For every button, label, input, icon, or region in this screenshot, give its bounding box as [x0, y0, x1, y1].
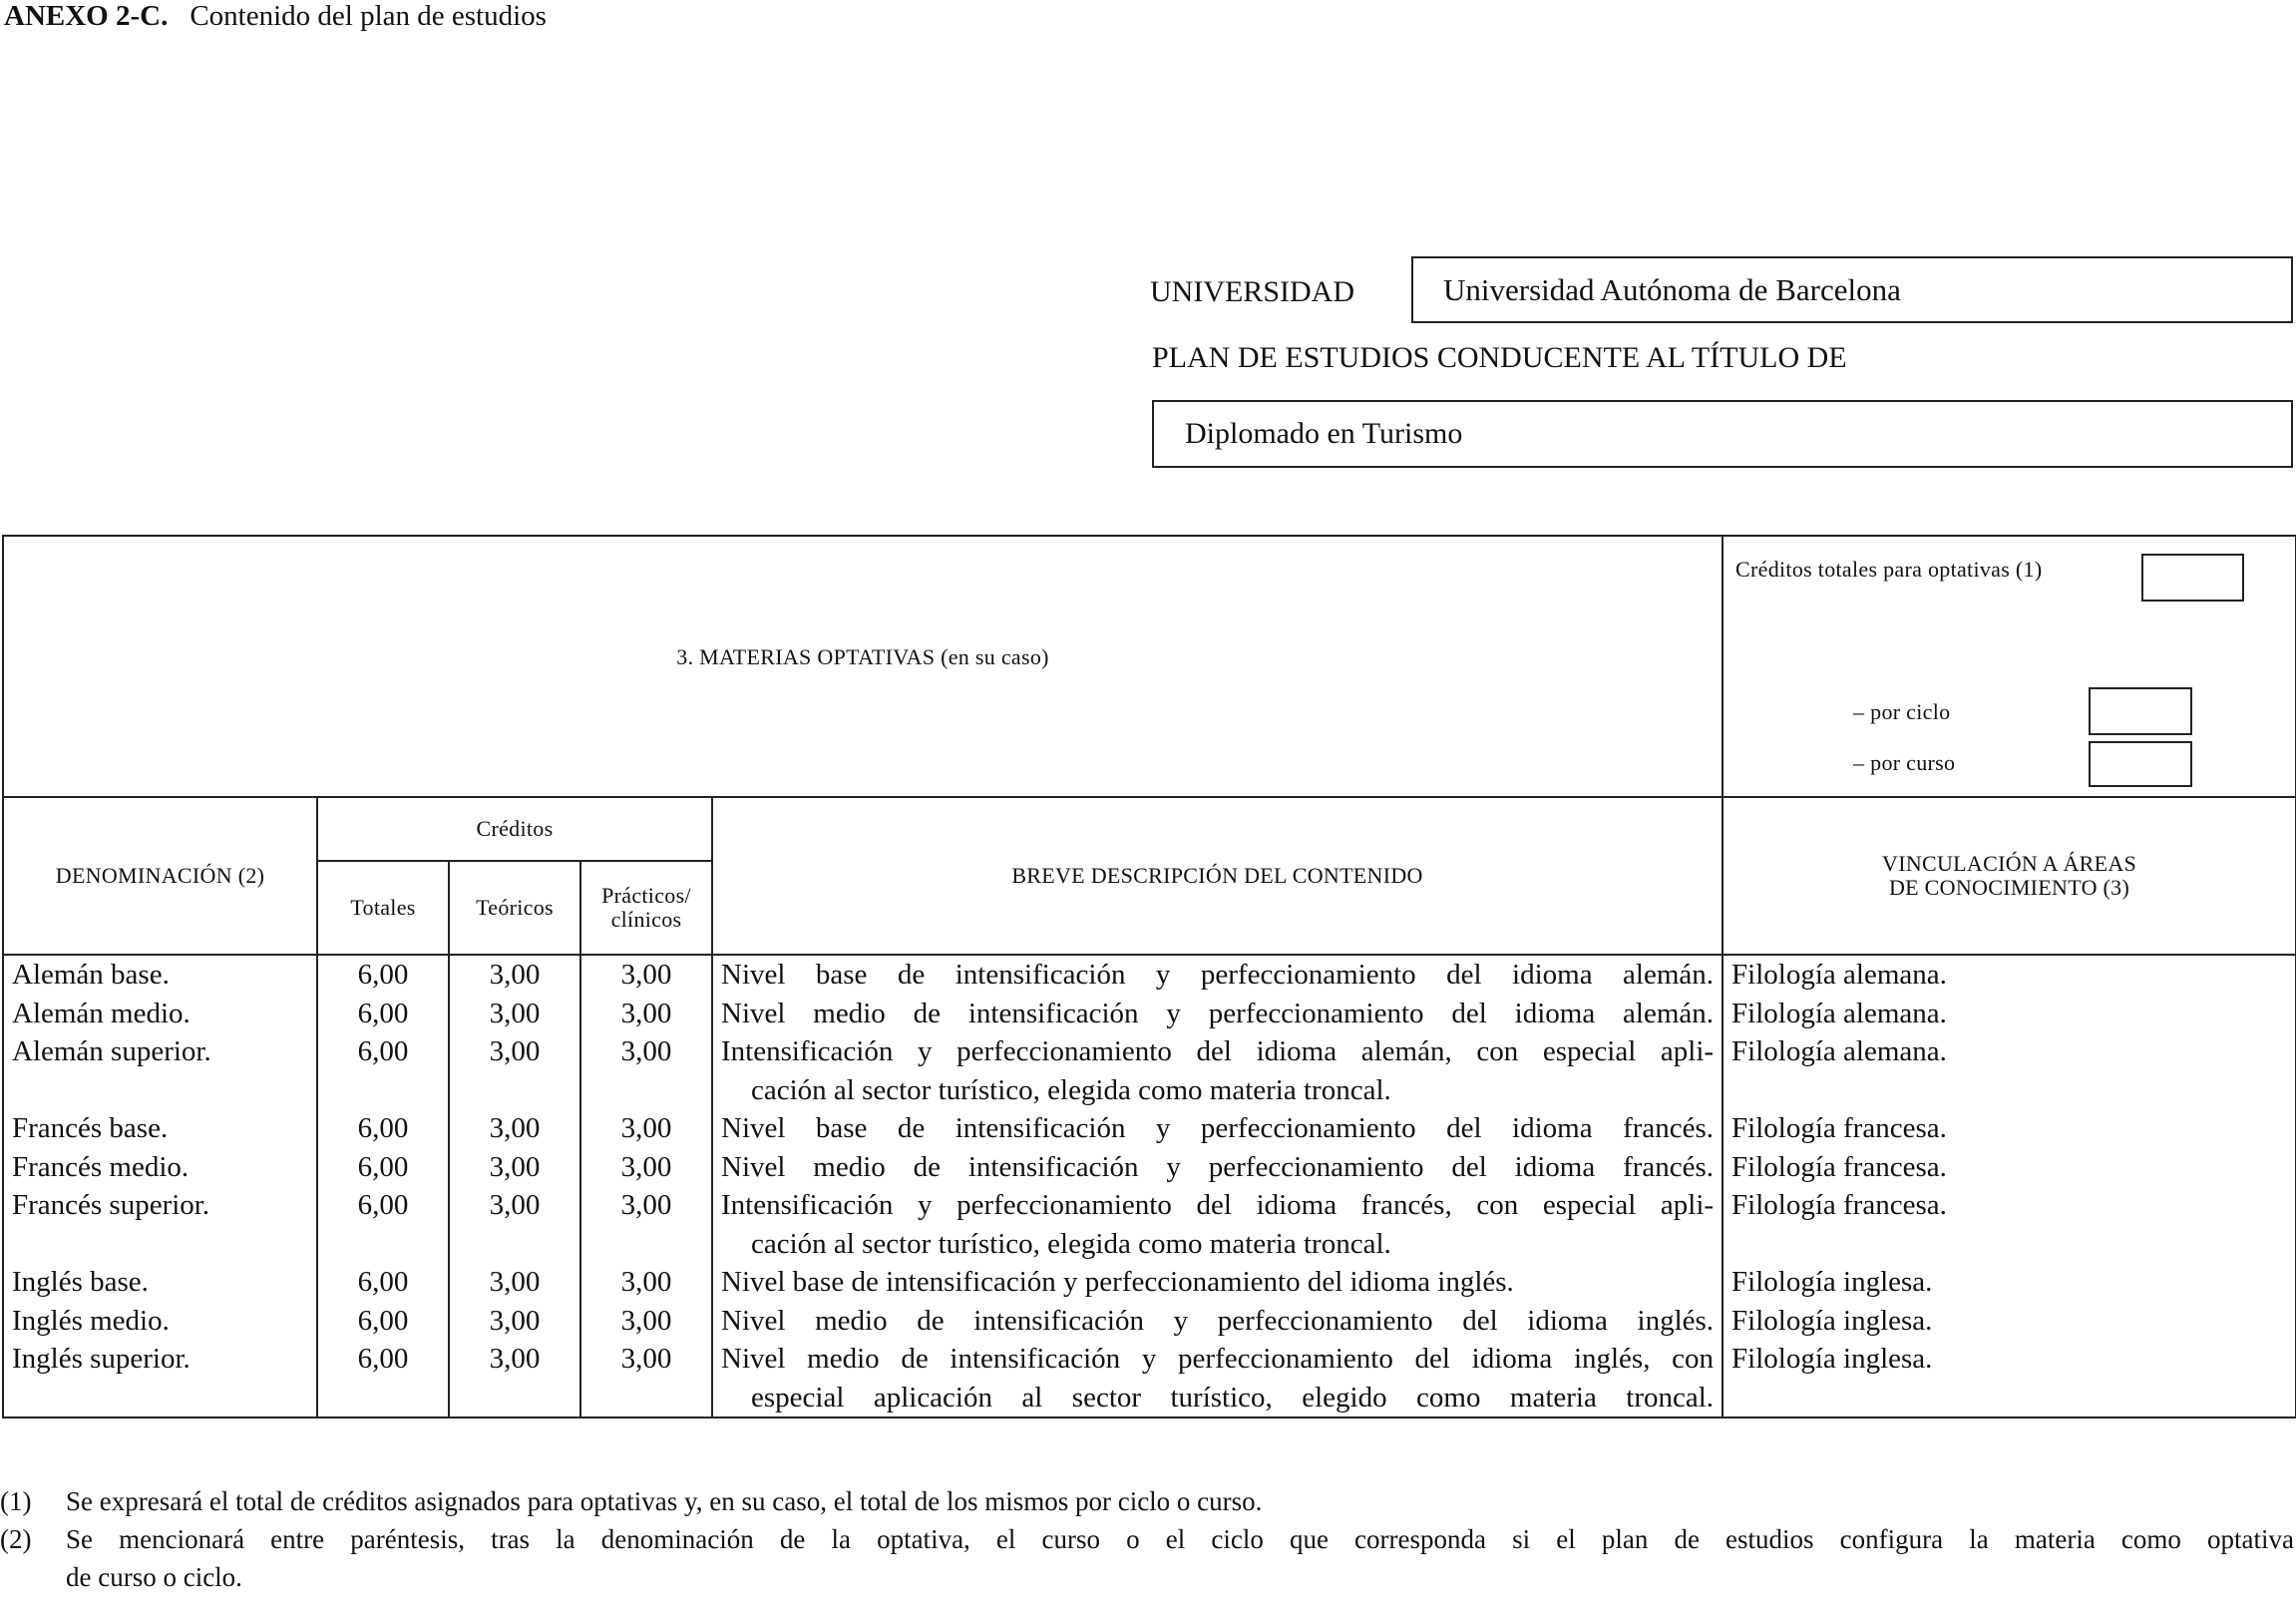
teoricos-column [449, 955, 580, 1417]
credits-total: 6,00 [357, 1343, 409, 1375]
col-teoricos: Teóricos [449, 861, 580, 955]
practicos-column [580, 955, 712, 1417]
optional-subjects-table [2, 535, 2296, 1418]
knowledge-area: Filología alemana. [1731, 997, 1947, 1029]
col-vinculacion [1722, 797, 2296, 955]
col-vinculacion-line1: VINCULACIÓN A ÁREAS [1882, 851, 2137, 876]
knowledge-area: Filología francesa. [1731, 1150, 1947, 1183]
section-title-cell [3, 536, 1722, 797]
subject-name: Francés superior. [12, 1189, 210, 1221]
subject-name: Alemán base. [12, 959, 170, 991]
credits-total-label: Créditos totales para optativas (1) [1735, 557, 2043, 582]
credits-practice: 3,00 [620, 1035, 672, 1067]
subject-description: Nivel medio de intensificación y perfeccionamiento del idioma francés. [721, 1150, 1715, 1183]
subject-description-cont: cación al sector turístico, elegida como materia troncal. [751, 1073, 1391, 1106]
column-header-row-1 [3, 797, 2296, 861]
annex-title: Contenido del plan de estudios [190, 0, 547, 32]
subject-description: Intensificación y perfeccionamiento del idioma alemán, con especial apli- [721, 1035, 1715, 1067]
names-column [3, 955, 317, 1417]
credits-total: 6,00 [357, 1150, 409, 1183]
col-practicos-line1: Prácticos/ [601, 883, 691, 908]
credits-theory: 3,00 [489, 1304, 541, 1337]
plan-label: PLAN DE ESTUDIOS CONDUCENTE AL TÍTULO DE [1152, 341, 1847, 374]
per-course-label: – por curso [1853, 750, 1956, 775]
subject-name: Inglés superior. [12, 1343, 191, 1375]
knowledge-area: Filología inglesa. [1731, 1266, 1933, 1298]
footnote-number: (2) [0, 1524, 32, 1554]
subject-description: Nivel base de intensificación y perfeccionamiento del idioma francés. [721, 1112, 1715, 1144]
credits-total: 6,00 [357, 1266, 409, 1298]
subject-description: Intensificación y perfeccionamiento del idioma francés, con especial apli- [721, 1189, 1715, 1221]
per-cycle-label: – por ciclo [1853, 699, 1951, 724]
subject-description: Nivel medio de intensificación y perfeccionamiento del idioma alemán. [721, 997, 1715, 1029]
annex-heading [4, 0, 547, 33]
credits-theory: 3,00 [489, 1266, 541, 1298]
credits-total: 6,00 [357, 997, 409, 1029]
footnote-text: Se mencionará entre paréntesis, tras la denominación de la optativa, el curso o el ciclo que corresponda si el plan de estudios configura la materia como optativa [66, 1524, 2294, 1554]
subjects-body-row [3, 955, 2296, 1417]
subject-name: Francés base. [12, 1112, 169, 1144]
subject-name: Inglés base. [12, 1266, 149, 1298]
subject-description: Nivel base de intensificación y perfeccionamiento del idioma alemán. [721, 959, 1715, 991]
knowledge-area: Filología alemana. [1731, 1035, 1947, 1067]
col-descripcion: BREVE DESCRIPCIÓN DEL CONTENIDO [712, 797, 1722, 955]
knowledge-area: Filología inglesa. [1731, 1343, 1933, 1375]
footnote-text: Se expresará el total de créditos asignados para optativas y, en su caso, el total de los mismos por ciclo o curso. [66, 1486, 1263, 1516]
per-cycle-box [2089, 687, 2192, 735]
credits-total: 6,00 [357, 959, 409, 991]
footnote-2 [0, 1520, 2294, 1558]
knowledge-area: Filología francesa. [1731, 1112, 1947, 1144]
subject-name: Francés medio. [12, 1150, 190, 1183]
credits-practice: 3,00 [620, 997, 672, 1029]
credits-practice: 3,00 [620, 1189, 672, 1221]
subject-description: Nivel medio de intensificación y perfeccionamiento del idioma inglés, con [721, 1343, 1715, 1375]
credits-practice: 3,00 [620, 1266, 672, 1298]
credits-theory: 3,00 [489, 1189, 541, 1221]
credits-practice: 3,00 [620, 959, 672, 991]
col-practicos-line2: clínicos [610, 907, 682, 932]
credits-practice: 3,00 [620, 1112, 672, 1144]
col-practicos [580, 861, 712, 955]
subject-description: Nivel base de intensificación y perfeccionamiento del idioma inglés. [721, 1266, 1514, 1298]
subject-description-cont: cación al sector turístico, elegida como materia troncal. [751, 1227, 1391, 1260]
subject-description-cont: especial aplicación al sector turístico, elegido como materia troncal. [751, 1381, 1715, 1414]
footnote-1 [0, 1482, 2294, 1520]
section-title: 3. MATERIAS OPTATIVAS (en su caso) [676, 644, 1049, 669]
knowledge-area: Filología alemana. [1731, 959, 1947, 991]
university-name-box: Universidad Autónoma de Barcelona [1411, 256, 2293, 323]
subject-name: Alemán superior. [12, 1035, 211, 1067]
credits-theory: 3,00 [489, 997, 541, 1029]
credits-total: 6,00 [357, 1035, 409, 1067]
footnote-2-cont: de curso o ciclo. [66, 1562, 242, 1592]
credits-total: 6,00 [357, 1189, 409, 1221]
optional-credits-cell [1722, 536, 2296, 797]
annex-label: ANEXO 2-C. [4, 0, 169, 32]
col-vinculacion-line2: DE CONOCIMIENTO (3) [1888, 875, 2130, 900]
footnotes [0, 1482, 2294, 1596]
credits-theory: 3,00 [489, 1343, 541, 1375]
credits-theory: 3,00 [489, 959, 541, 991]
description-column [712, 955, 1722, 1417]
area-column [1722, 955, 2296, 1417]
knowledge-area: Filología francesa. [1731, 1189, 1947, 1221]
university-label: UNIVERSIDAD [1150, 275, 1354, 308]
footnote-number: (1) [0, 1486, 32, 1516]
credits-total: 6,00 [357, 1112, 409, 1144]
subject-description: Nivel medio de intensificación y perfeccionamiento del idioma inglés. [721, 1304, 1715, 1337]
subject-name: Alemán medio. [12, 997, 191, 1029]
totales-column [317, 955, 449, 1417]
credits-practice: 3,00 [620, 1343, 672, 1375]
credits-theory: 3,00 [489, 1112, 541, 1144]
per-course-box [2089, 741, 2192, 787]
credits-practice: 3,00 [620, 1150, 672, 1183]
credits-total-box [2141, 554, 2244, 602]
col-creditos: Créditos [317, 797, 712, 861]
knowledge-area: Filología inglesa. [1731, 1304, 1933, 1337]
col-denominacion: DENOMINACIÓN (2) [3, 797, 317, 955]
col-totales: Totales [317, 861, 449, 955]
subject-name: Inglés medio. [12, 1304, 170, 1337]
credits-theory: 3,00 [489, 1035, 541, 1067]
credits-practice: 3,00 [620, 1304, 672, 1337]
credits-theory: 3,00 [489, 1150, 541, 1183]
credits-total: 6,00 [357, 1304, 409, 1337]
section-header-row [3, 536, 2296, 797]
degree-title-box: Diplomado en Turismo [1152, 400, 2293, 468]
